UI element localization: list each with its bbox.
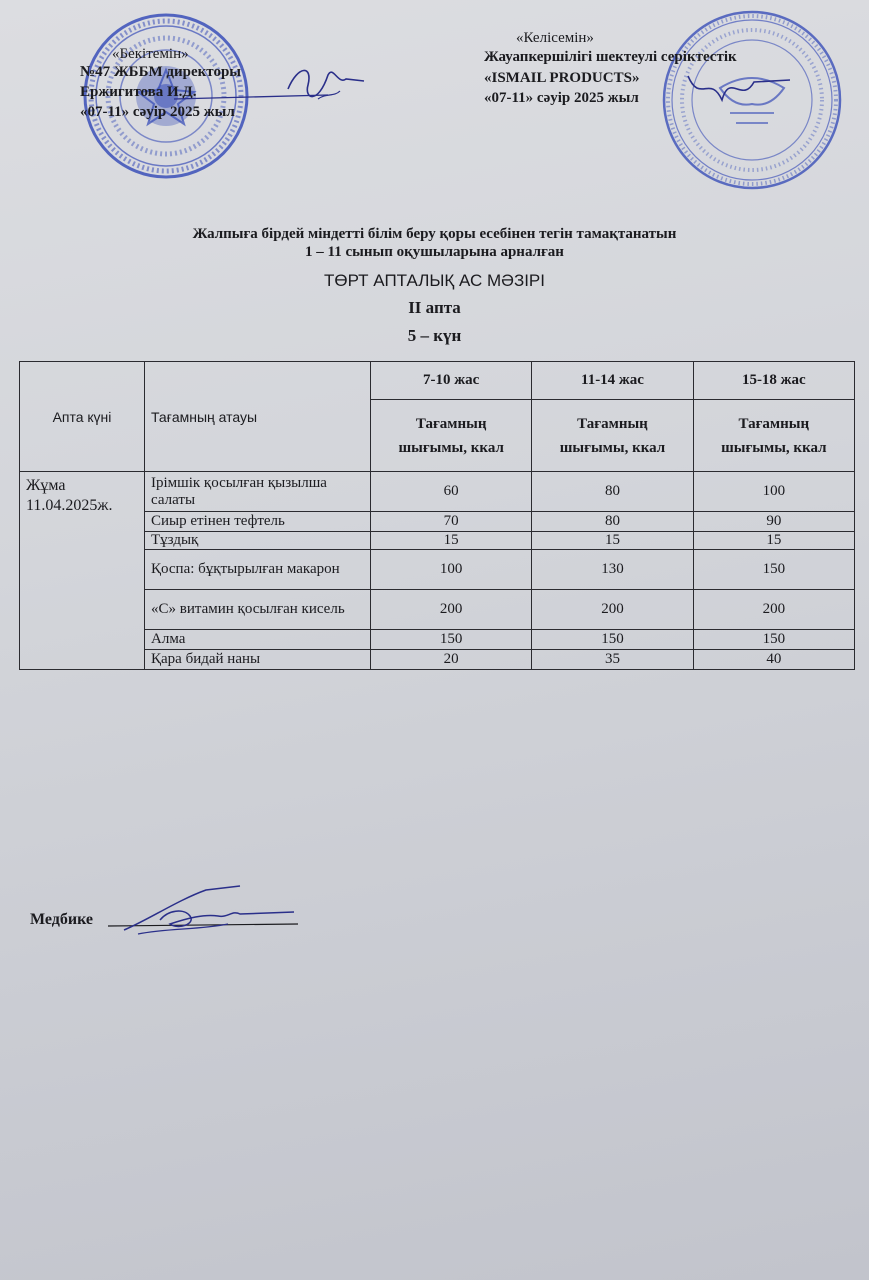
kcal-value: 70: [371, 512, 532, 532]
approver-position: №47 ЖББМ директоры: [80, 64, 241, 80]
approve-date: «07-11» сәуір 2025 жыл: [80, 104, 235, 120]
kcal-value: 80: [532, 512, 693, 532]
table-row: [20, 650, 855, 670]
table-row: [20, 550, 855, 590]
kcal-value: 15: [532, 532, 693, 550]
kcal-value: 200: [693, 590, 854, 630]
yield-label-a: Тағамның: [577, 415, 648, 432]
dish-name: «С» витамин қосылған кисель: [145, 590, 371, 630]
dish-name: Қара бидай наны: [145, 650, 371, 670]
company-signature: [680, 64, 800, 119]
header-age-15-18: 15-18 жас: [693, 362, 854, 400]
approver-signature: [168, 55, 368, 120]
kcal-value: 100: [693, 472, 854, 512]
table-row: [20, 590, 855, 630]
table-row: [20, 532, 855, 550]
kcal-value: 35: [532, 650, 693, 670]
kcal-value: 150: [532, 630, 693, 650]
menu-title-line1: Жалпыға бірдей міндетті білім беру қоры есебінен тегін тамақтанатын: [192, 226, 677, 242]
kcal-value: 15: [693, 532, 854, 550]
kcal-value: 200: [371, 590, 532, 630]
dish-name: Тұздық: [145, 532, 371, 550]
dish-name: Алма: [145, 630, 371, 650]
yield-label-b: шығымы, ккал: [398, 439, 504, 456]
week-label: ІІ апта: [408, 298, 461, 317]
kcal-value: 15: [371, 532, 532, 550]
day-cell: [20, 472, 145, 670]
nurse-signature-line: [108, 880, 308, 945]
dish-name: Ірімшік қосылған қызылша салаты: [145, 472, 371, 512]
day-name: Жұма: [26, 477, 66, 494]
header-yield-1: [371, 400, 532, 472]
kcal-value: 130: [532, 550, 693, 590]
table-row: [20, 630, 855, 650]
yield-label-b: шығымы, ккал: [721, 439, 827, 456]
menu-table: [19, 361, 855, 670]
nurse-label: Медбике: [30, 911, 94, 928]
kcal-value: 150: [693, 630, 854, 650]
kcal-value: 90: [693, 512, 854, 532]
yield-label-a: Тағамның: [738, 415, 810, 432]
table-row: [20, 512, 855, 532]
agree-heading: «Келісемін»: [516, 30, 594, 46]
menu-title-main: ТӨРТ АПТАЛЫҚ АС МӘЗІРІ: [324, 271, 545, 290]
header-age-7-10: 7-10 жас: [371, 362, 532, 400]
kcal-value: 150: [693, 550, 854, 590]
header-age-11-14: 11-14 жас: [532, 362, 693, 400]
dish-name: Сиыр етінен тефтель: [145, 512, 371, 532]
agree-date: «07-11» сәуір 2025 жыл: [484, 90, 639, 106]
kcal-value: 80: [532, 472, 693, 512]
header-dish: Тағамның атауы: [145, 362, 371, 472]
company-name: «ISMAIL PRODUCTS»: [484, 70, 640, 86]
approver-name: Ержигитова И.Д.: [80, 84, 197, 100]
kcal-value: 200: [532, 590, 693, 630]
kcal-value: 60: [371, 472, 532, 512]
approve-heading: «Бекітемін»: [112, 46, 189, 62]
company-type: Жауапкершілігі шектеулі серіктестік: [484, 49, 737, 65]
header-yield-2: [532, 400, 693, 472]
menu-title-line2: 1 – 11 сынып оқушыларына арналған: [305, 244, 564, 260]
dish-name: Қоспа: бұқтырылған макарон: [145, 550, 371, 590]
day-date: 11.04.2025ж.: [26, 497, 113, 514]
yield-label-a: Тағамның: [415, 415, 487, 432]
header-day: Апта күні: [20, 362, 145, 472]
kcal-value: 40: [693, 650, 854, 670]
yield-label-b: шығымы, ккал: [559, 439, 666, 456]
kcal-value: 20: [371, 650, 532, 670]
kcal-value: 100: [371, 550, 532, 590]
table-row: [20, 472, 855, 512]
day-label: 5 – күн: [407, 326, 462, 345]
kcal-value: 150: [371, 630, 532, 650]
header-yield-3: [693, 400, 854, 472]
